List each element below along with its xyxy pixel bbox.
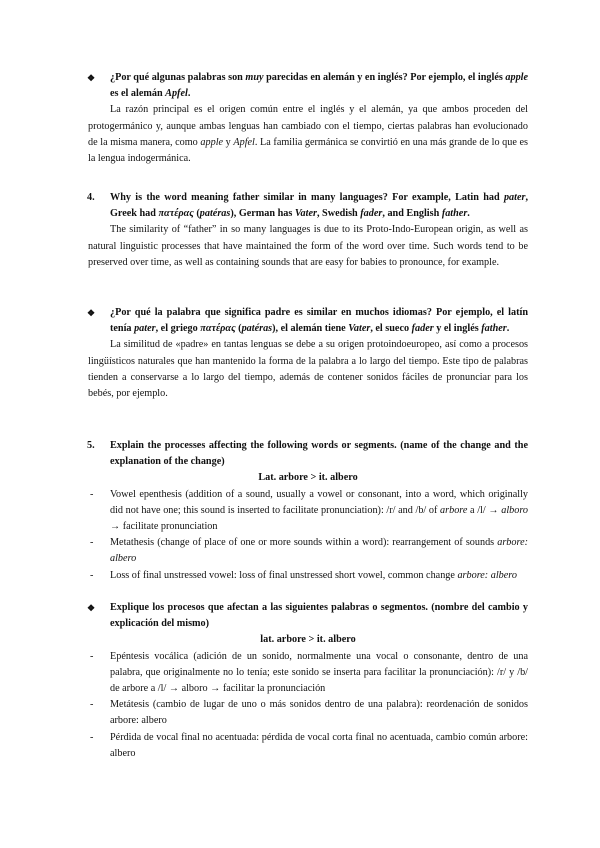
list-item: - Metátesis (cambio de lugar de uno o más sonidos dentro de una palabra): reordenación de sonidos arbore: albero: [90, 699, 528, 727]
question-number: 5.: [87, 440, 95, 451]
answer-apple-es: La razón principal es el origen común entre el inglés y el alemán, ya que ambos proceden del protogermánico y, aunque ambas lenguas han cambiado con el tiempo, ciertas palabras han evolucionado de la misma manera, como apple y Apfel. La familia germánica se convirtió en una más grande de lo que es la lengua indogermánica.: [88, 104, 528, 165]
list-item: - Epéntesis vocálica (adición de un sonido, normalmente una vocal o consonante, dentro de una palabra, que originalmente no lo tenía; este sonido se inserta para facilitar la pronunciación): /r/ y /b/ de arbore a /l/ → alboro → facilitar la pronunciación: [90, 650, 528, 695]
list-item: - Pérdida de vocal final no acentuada: pérdida de vocal corta final no acentuada, cambio común arbore: albero: [90, 731, 528, 759]
list-item: - Metathesis (change of place of one or more sounds within a word): rearrangement of sounds arbore: albero: [90, 537, 528, 565]
process-list-en: [88, 487, 528, 584]
section-question-5-es: [88, 600, 528, 762]
question-processes-es: Explique los procesos que afectan a las siguientes palabras o segmentos. (nombre del cambio y explicación del mismo): [110, 602, 528, 630]
dash-bullet: -: [90, 699, 94, 711]
answer-father-en: The similarity of “father” in so many languages is due to its Proto-Indo-European origin, as well as natural linguistic processes that have maintained the form of the word over time. Such words tend to be preserved over time, as well as containing sounds that are easy for babies to pronounce, for example.: [88, 224, 528, 268]
process-list-es: [88, 649, 528, 762]
question-number: 4.: [87, 192, 95, 203]
question-apple-es: ¿Por qué algunas palabras son muy parecidas en alemán y en inglés? Por ejemplo, el inglés apple es el alemán Apfel.: [110, 72, 529, 100]
example-arbore-es: lat. arbore > it. albero: [260, 634, 356, 646]
dash-bullet: -: [90, 569, 94, 581]
dash-bullet: -: [90, 650, 94, 662]
dash-bullet: -: [90, 731, 94, 743]
diamond-bullet-icon: ❖: [87, 308, 96, 318]
diamond-bullet-icon: ❖: [87, 603, 96, 613]
section-question-5-en: [88, 438, 528, 584]
list-item: - Vowel epenthesis (addition of a sound, usually a vowel or consonant, into a word, which originally did not have one; this sound is inserted to facilitate pronunciation): /r/ and /b/ of arbore a /l/ → alboro → facilitate pronunciation: [90, 488, 529, 533]
answer-padre-es: La similitud de «padre» en tantas lenguas se debe a su origen protoindoeuropeo, así como a procesos lingüísticos naturales que han mantenido la forma de la palabra a lo largo del tiempo. Este tipo de palabras tienden a conservarse a lo largo del tiempo, además de contener sonidos fáciles de pronunciar para los bebés, por ejemplo.: [88, 339, 528, 400]
section-question-4-en: [88, 190, 528, 271]
question-processes-en: Explain the processes affecting the following words or segments. (name of the change and the explanation of the change): [110, 440, 528, 468]
example-arbore-en: Lat. arbore > it. albero: [258, 472, 358, 484]
section-apple-apfel-es: [88, 70, 528, 167]
question-father-en: Why is the word meaning father similar in many languages? For example, Latin had pater, Greek had πατέρας (patéras), German has Vater, Swedish fader, and English father.: [110, 192, 528, 220]
question-padre-es: ¿Por qué la palabra que significa padre es similar en muchos idiomas? Por ejemplo, el latín tenía pater, el griego πατέρας (patéras), el alemán tiene Vater, el sueco fader y el inglés father.: [110, 307, 528, 335]
dash-bullet: -: [90, 537, 94, 549]
diamond-bullet-icon: ❖: [87, 73, 96, 83]
dash-bullet: -: [90, 488, 94, 500]
list-item: - Loss of final unstressed vowel: loss of final unstressed short vowel, common change arbore: albero: [88, 568, 528, 584]
section-question-4-es: [88, 305, 528, 402]
